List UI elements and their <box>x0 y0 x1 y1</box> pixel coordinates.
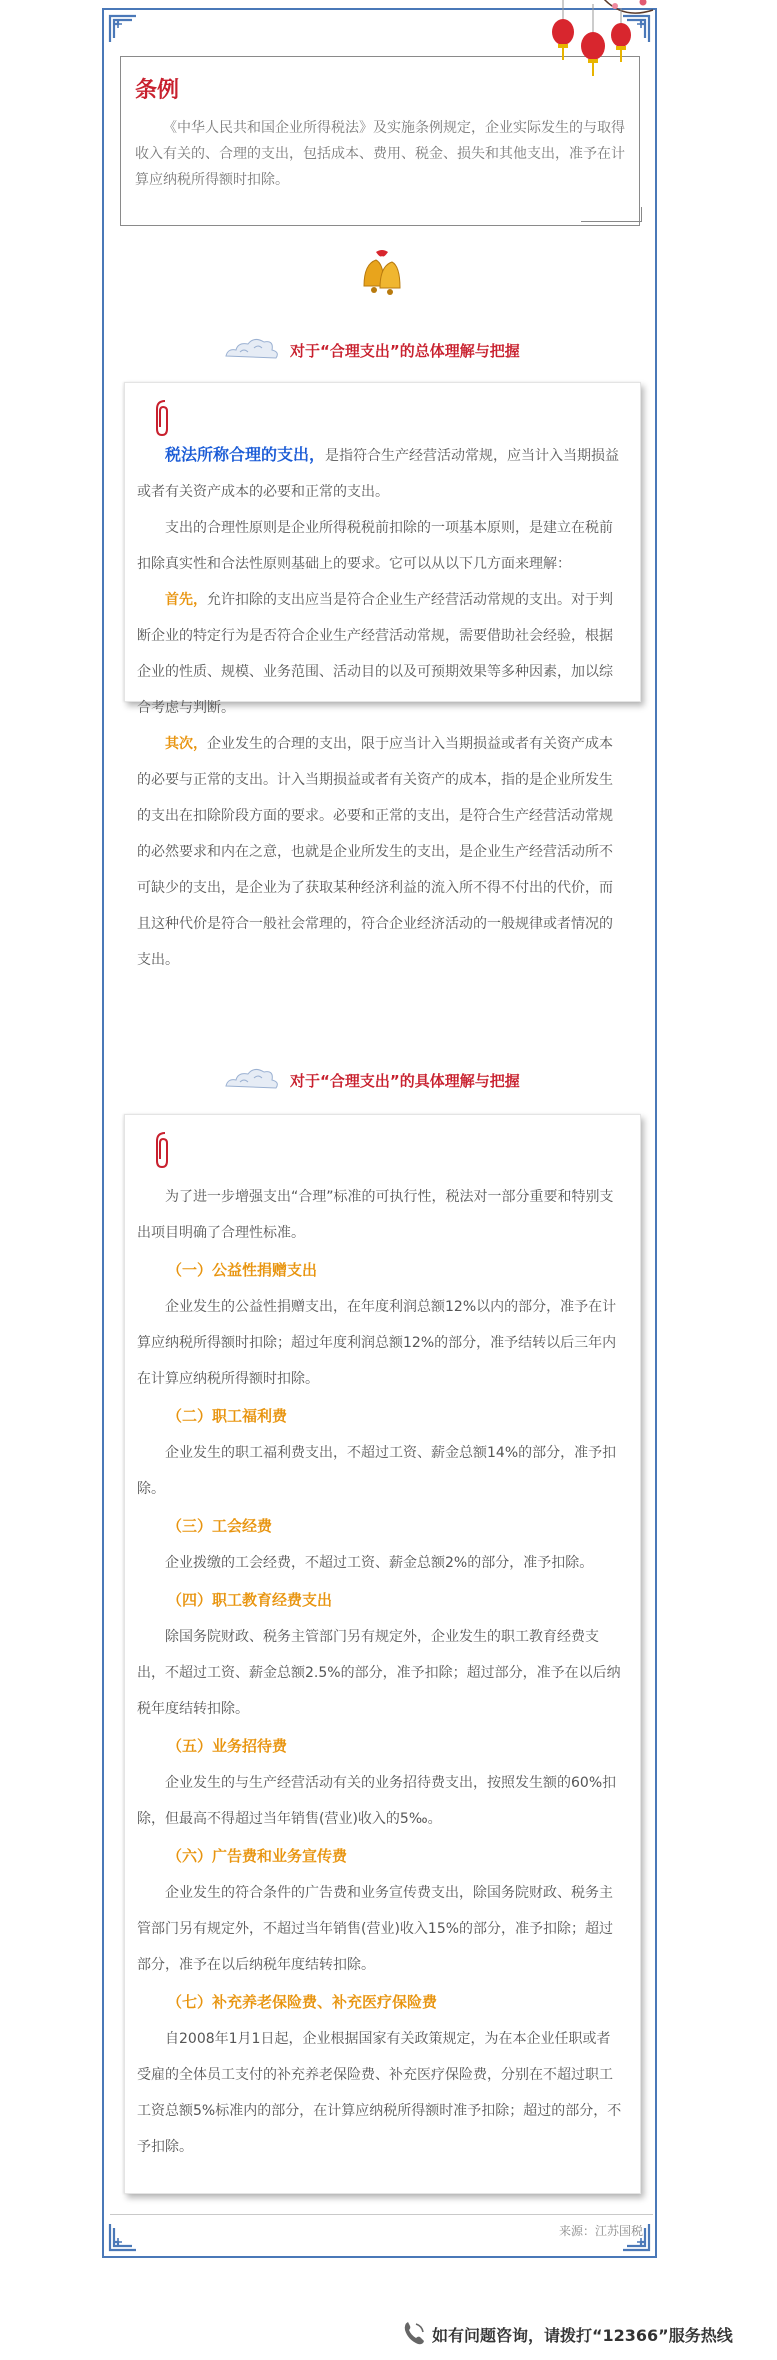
section1-p1 <box>125 437 640 510</box>
section2-heading-text: 对于“合理支出”的具体理解与把握 <box>290 1072 520 1090</box>
item-1-text: 企业发生的公益性捐赠支出，在年度利润总额12%以内的部分，准予在计算应纳税所得额时扣除；超过年度利润总额12%的部分，准予结转以后三年内在计算应纳税所得额时扣除。 <box>137 1299 617 1387</box>
section2-card <box>124 1114 641 2194</box>
item-5-title: （五）业务招待费 <box>167 1737 288 1755</box>
bells-icon <box>354 246 410 302</box>
item-3-text: 企业拨缴的工会经费，不超过工资、薪金总额2%的部分，准予扣除。 <box>165 1555 594 1571</box>
item-3-title: （三）工会经费 <box>167 1517 273 1535</box>
corner-ornament-icon <box>108 14 138 44</box>
p3-lead: 首先， <box>165 592 207 608</box>
p1-rest: 是指符合生产经营活动常规，应当计入当期损益或者有关资产成本的必要和正常的支出。 <box>137 448 620 500</box>
item-7-title: （七）补充养老保险费、补充医疗保险费 <box>167 1993 438 2011</box>
item-7-text: 自2008年1月1日起，企业根据国家有关政策规定，为在本企业任职或者受雇的全体员工支付的补充养老保险费、补充医疗保险费，分别在不超过职工工资总额5%标准内的部分，在计算应纳税所得额时准予扣除；超过的部分，不予扣除。 <box>137 2031 622 2155</box>
p3-rest: 允许扣除的支出应当是符合企业生产经营活动常规的支出。对于判断企业的特定行为是否符合企业生产经营活动常规，需要借助社会经验，根据企业的性质、规模、业务范围、活动目的以及可预期效果等多种因素，加以综合考虑与判断。 <box>137 592 613 716</box>
source-credit: 来源：江苏国税 <box>558 2224 643 2238</box>
section2-heading <box>222 1058 552 1098</box>
item-1-title: （一）公益性捐赠支出 <box>167 1261 318 1279</box>
item-4-text: 除国务院财政、税务主管部门另有规定外，企业发生的职工教育经费支出，不超过工资、薪金总额2.5%的部分，准予扣除；超过部分，准予在以后纳税年度结转扣除。 <box>137 1629 621 1717</box>
item-6-title: （六）广告费和业务宣传费 <box>167 1847 348 1865</box>
p1-lead: 税法所称合理的支出， <box>165 445 326 464</box>
item-5-text: 企业发生的与生产经营活动有关的业务招待费支出，按照发生额的60%扣除，但最高不得超过当年销售(营业)收入的5‰。 <box>137 1775 617 1827</box>
item-2-text: 企业发生的职工福利费支出，不超过工资、薪金总额14%的部分，准予扣除。 <box>137 1445 617 1497</box>
paperclip-icon <box>151 1129 173 1171</box>
section1-p2: 支出的合理性原则是企业所得税税前扣除的一项基本原则，是建立在税前扣除真实性和合法性原则基础上的要求。它可以从以下几方面来理解： <box>137 520 613 572</box>
section1-heading <box>222 328 552 368</box>
lantern-icon <box>503 0 663 90</box>
intro-title: 条例 <box>135 78 180 103</box>
paperclip-icon <box>151 397 173 439</box>
item-4-title: （四）职工教育经费支出 <box>167 1591 333 1609</box>
section1-heading-text: 对于“合理支出”的总体理解与把握 <box>290 342 520 360</box>
p4-lead: 其次， <box>165 736 207 752</box>
item-2-title: （二）职工福利费 <box>167 1407 288 1425</box>
cloud-icon <box>222 330 292 366</box>
intro-corner-line <box>581 207 642 222</box>
cloud-icon <box>222 1060 292 1096</box>
footer-divider <box>110 2214 653 2215</box>
corner-ornament-icon <box>108 2222 138 2252</box>
section1-p3 <box>125 582 640 726</box>
section2-intro: 为了进一步增强支出“合理”标准的可执行性，税法对一部分重要和特别支出项目明确了合理性标准。 <box>137 1189 614 1241</box>
section1-p4 <box>125 726 640 978</box>
item-6-text: 企业发生的符合条件的广告费和业务宣传费支出，除国务院财政、税务主管部门另有规定外，不超过当年销售(营业)收入15%的部分，准予扣除；超过部分，准予在以后纳税年度结转扣除。 <box>137 1885 614 1973</box>
p4-rest: 企业发生的合理的支出，限于应当计入当期损益或者有关资产成本的必要与正常的支出。计入当期损益或者有关资产的成本，指的是企业所发生的支出在扣除阶段方面的要求。必要和正常的支出，是符合生产经营活动常规的必然要求和内在之意，也就是企业所发生的支出，是企业生产经营活动所不可缺少的支出，是企业为了获取某种经济利益的流入所不得不付出的代价，而且这种代价是符合一般社会常理的，符合企业经济活动的一般规律或者情况的支出。 <box>137 736 613 968</box>
hotline-text: 如有问题咨询，请拨打“12366”服务热线 <box>432 2326 733 2345</box>
section1-card <box>124 382 641 968</box>
intro-text: 《中华人民共和国企业所得税法》及实施条例规定，企业实际发生的与取得收入有关的、合理的支出，包括成本、费用、税金、损失和其他支出，准予在计算应纳税所得额时扣除。 <box>135 120 625 188</box>
page-frame <box>102 8 657 2258</box>
phone-icon <box>402 2320 426 2346</box>
